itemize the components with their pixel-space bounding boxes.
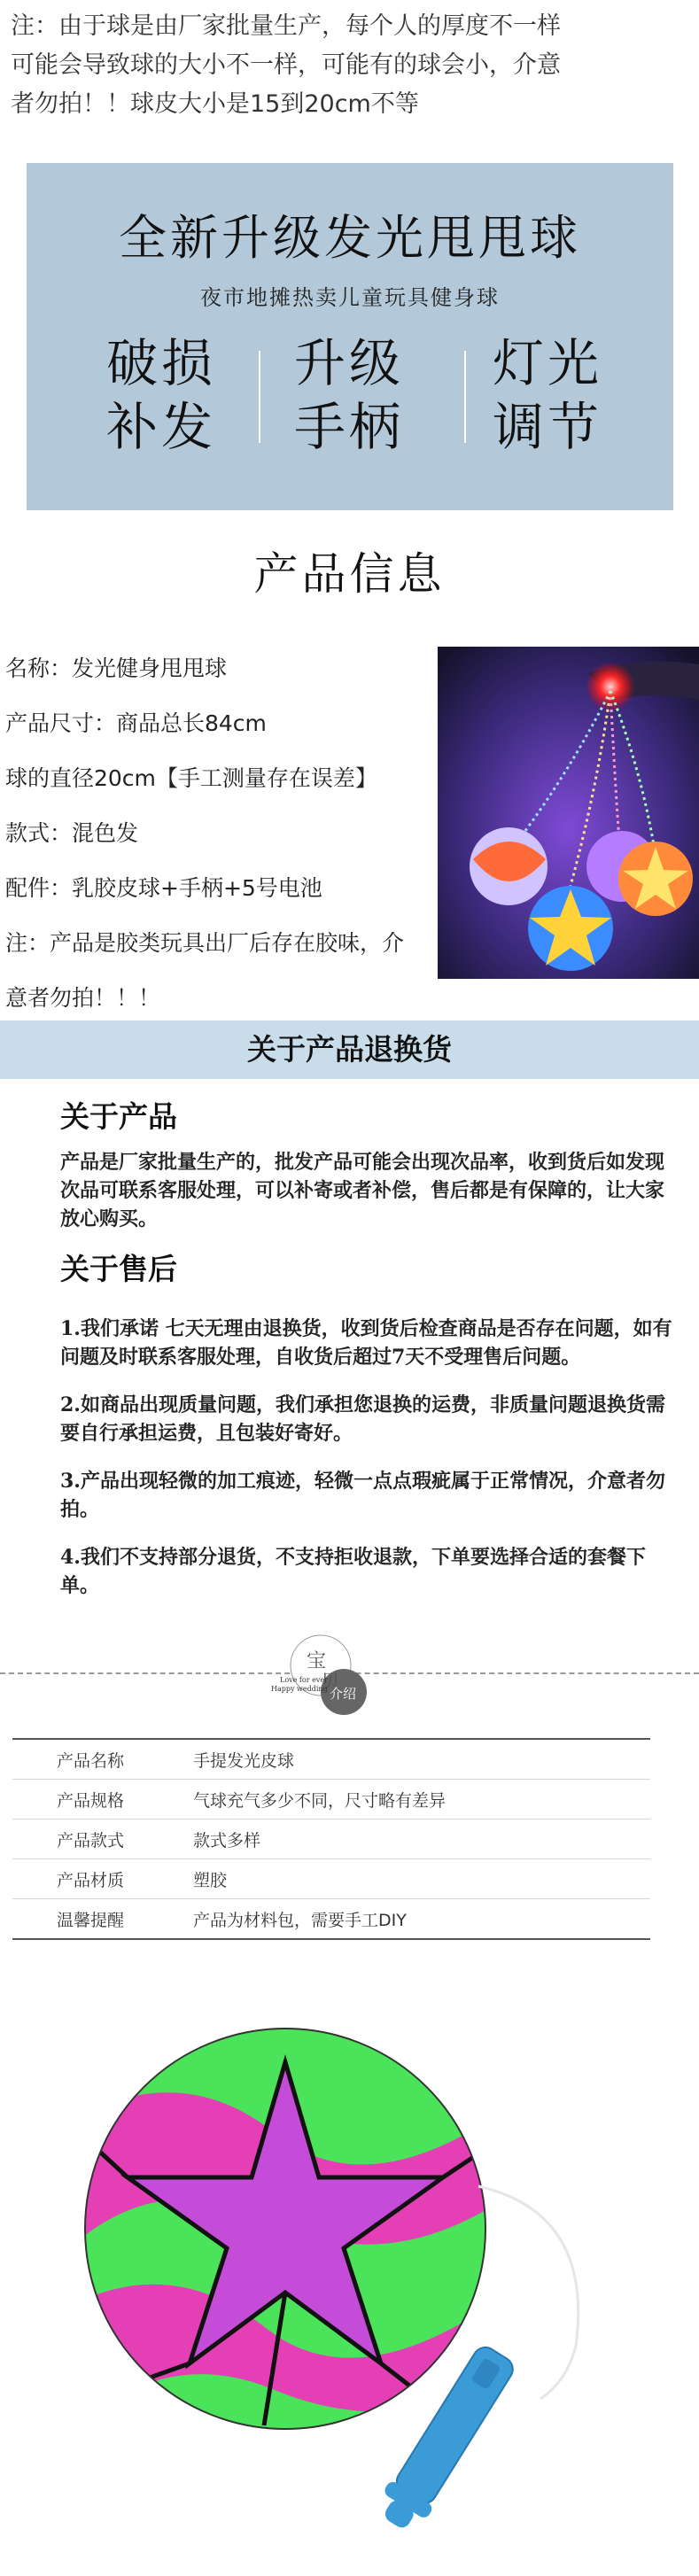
after-sales-item-4: 4.我们不支持部分退货，不支持拒收退款，下单要选择合适的套餐下单。: [60, 1546, 646, 1597]
spec-key: 产品名称: [12, 1739, 192, 1780]
spec-key: 产品规格: [12, 1780, 192, 1819]
feature-handle: [260, 331, 438, 459]
badge-tag: 介绍: [330, 1686, 357, 1702]
feature-repair-line2: 补发: [105, 397, 216, 457]
after-sales-heading: 关于售后: [60, 1252, 177, 1286]
product-intro-badge: [271, 1630, 404, 1719]
product-info-heading: 产品信息: [253, 548, 446, 600]
info-note: 注：产品是胶类玩具出厂后存在胶味，介: [5, 930, 405, 956]
table-row: [12, 1780, 650, 1819]
after-sales-item-1: 1.我们承诺 七天无理由退换货，收到货后检查商品是否存在问题，如有问题及时联系客服处理，自收货后超过7天不受理售后问题。: [60, 1317, 672, 1369]
spec-value: 手提发光皮球: [192, 1739, 650, 1780]
about-product-heading: 关于产品: [60, 1099, 177, 1134]
notice-text: [0, 7, 691, 124]
badge-script-2: Happy wedding: [271, 1685, 328, 1693]
after-sales-item-3: 3.产品出现轻微的加工痕迹，轻微一点点瑕疵属于正常情况，介意者勿拍。: [60, 1470, 665, 1521]
info-accessories: 配件：乳胶皮球+手柄+5号电池: [5, 875, 322, 901]
notice-line-3: 者勿拍！！球皮大小是15到20cm不等: [11, 90, 419, 118]
badge-char-1: 宝: [307, 1650, 327, 1672]
spec-value: 产品为材料包，需要手工DIY: [192, 1899, 650, 1940]
after-sales-item-2: 2.如商品出现质量问题，我们承担您退换的运费，非质量问题退换货需要自行承担运费，且包装好寄好。: [60, 1393, 665, 1445]
notice-line-1: 注：由于球是由厂家批量生产，每个人的厚度不一样: [11, 12, 561, 40]
info-size: 产品尺寸：商品总长84cm: [5, 710, 267, 736]
about-product-text: 产品是厂家批量生产的，批发产品可能会出现次品率，收到货后如发现次品可联系客服处理，可以补寄或者补偿，售后都是有保障的，让大家放心购买。: [60, 1151, 665, 1230]
spec-value: 塑胶: [192, 1859, 650, 1899]
feature-repair-line1: 破损: [105, 333, 216, 393]
spec-key: 产品材质: [12, 1859, 192, 1899]
glowing-balls-photo: [438, 647, 699, 979]
promo-banner: [27, 163, 673, 510]
info-note-cont: 意者勿拍！！！: [5, 985, 161, 1011]
banner-subtitle: 夜市地摊热卖儿童玩具健身球: [200, 285, 500, 310]
product-info-list: [5, 641, 431, 1026]
spec-key: 温馨提醒: [12, 1899, 192, 1940]
spec-table: [12, 1738, 650, 1940]
exchange-policy-bar: 关于产品退换货: [0, 1020, 699, 1079]
feature-handle-line1: 升级: [293, 333, 404, 393]
badge-char-2: 贝: [321, 1672, 341, 1694]
policy-section: [60, 1097, 680, 1600]
feature-light: [459, 331, 636, 459]
ball-product-image: [44, 2009, 629, 2558]
feature-light-line2: 调节: [492, 397, 602, 457]
table-row: [12, 1739, 650, 1780]
badge-script-1: Love for ever: [280, 1676, 328, 1684]
info-style: 款式：混色发: [5, 820, 139, 846]
spec-key: 产品款式: [12, 1819, 192, 1859]
info-name: 名称：发光健身甩甩球: [5, 656, 228, 681]
table-row: [12, 1859, 650, 1899]
spec-value: 款式多样: [192, 1819, 650, 1859]
table-row: [12, 1819, 650, 1859]
notice-line-2: 可能会导致球的大小不一样，可能有的球会小，介意: [11, 51, 561, 79]
banner-title: 全新升级发光甩甩球: [119, 210, 581, 266]
feature-repair: [73, 331, 250, 459]
feature-handle-line2: 手柄: [293, 397, 404, 457]
spec-value: 气球充气多少不同，尺寸略有差异: [192, 1780, 650, 1819]
table-row: [12, 1899, 650, 1940]
info-diameter: 球的直径20cm【手工测量存在误差】: [5, 765, 377, 791]
feature-light-line1: 灯光: [492, 333, 602, 393]
